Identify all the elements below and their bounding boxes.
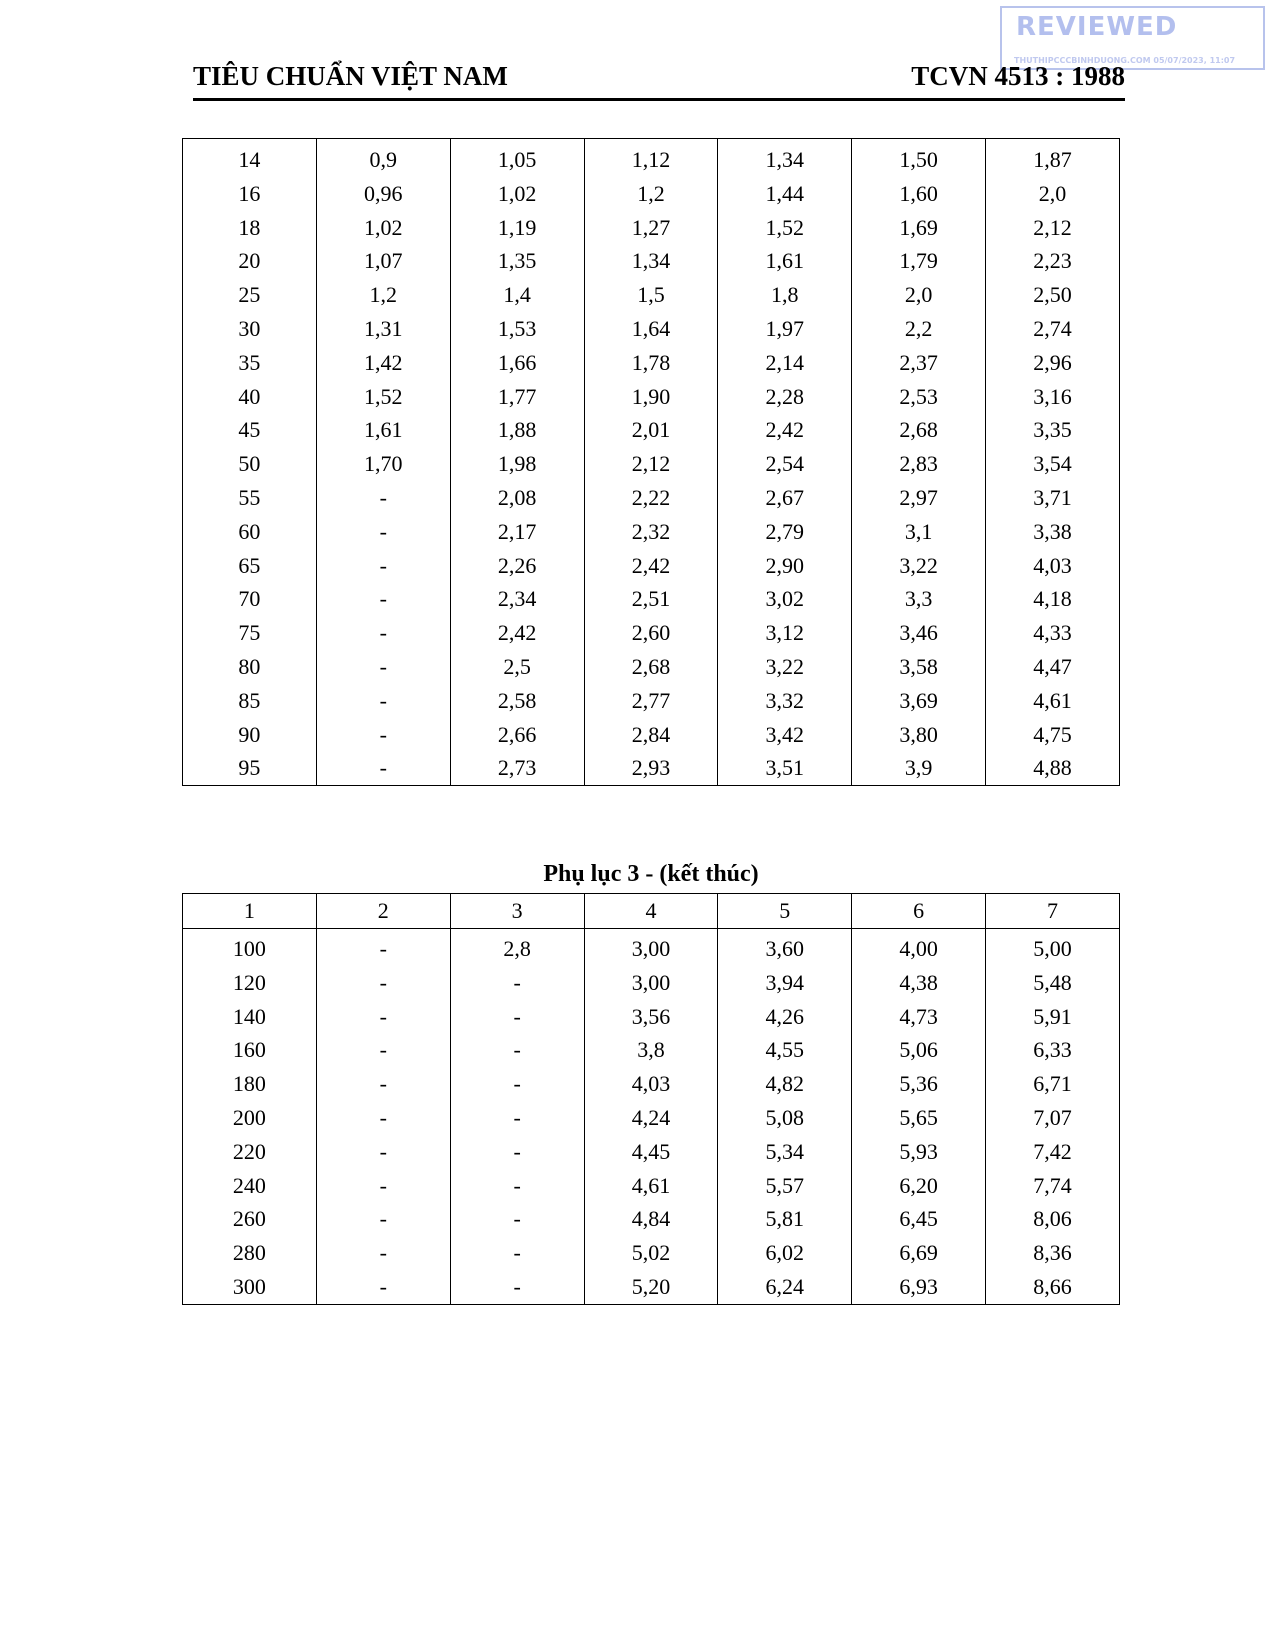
table-cell: 6,71 <box>986 1067 1120 1101</box>
table-cell: 75 <box>183 616 317 650</box>
table-cell: 30 <box>183 312 317 346</box>
table-cell: 1,8 <box>718 278 852 312</box>
table-cell: 1,60 <box>852 177 986 211</box>
table-cell: - <box>316 650 450 684</box>
table-cell: - <box>316 549 450 583</box>
table-cell: 3,3 <box>852 582 986 616</box>
table-cell: 3,56 <box>584 1000 718 1034</box>
table-cell: 3,58 <box>852 650 986 684</box>
table-cell: 1,87 <box>986 139 1120 177</box>
table-cell: 3,12 <box>718 616 852 650</box>
table-cell: - <box>316 1101 450 1135</box>
table-cell: 2,96 <box>986 346 1120 380</box>
table-cell: 6,33 <box>986 1033 1120 1067</box>
table-cell: - <box>316 1236 450 1270</box>
table-cell: - <box>450 1067 584 1101</box>
standard-code: TCVN 4513 : 1988 <box>911 61 1125 91</box>
table-cell: 180 <box>183 1067 317 1101</box>
table-cell: 200 <box>183 1101 317 1135</box>
stamp-title: REVIEWED <box>1016 12 1178 42</box>
table-cell: - <box>316 1033 450 1067</box>
table-cell: 3,1 <box>852 515 986 549</box>
table-cell: 5,06 <box>852 1033 986 1067</box>
table-cell: - <box>316 1135 450 1169</box>
table-cell: 2,54 <box>718 447 852 481</box>
table-cell: 2,26 <box>450 549 584 583</box>
table-cell: 6,20 <box>852 1169 986 1203</box>
table-cell: 2,34 <box>450 582 584 616</box>
table-cell: 4,55 <box>718 1033 852 1067</box>
table-cell: 2,50 <box>986 278 1120 312</box>
table-cell: 1,34 <box>584 244 718 278</box>
table-cell: 3,46 <box>852 616 986 650</box>
page-header <box>193 58 1125 101</box>
table-cell: 1,35 <box>450 244 584 278</box>
table-cell: 1,50 <box>852 139 986 177</box>
table-cell: 7,07 <box>986 1101 1120 1135</box>
table-cell: 1,77 <box>450 380 584 414</box>
table-cell: 1,90 <box>584 380 718 414</box>
table-cell: 4,38 <box>852 966 986 1000</box>
table-cell: 5,34 <box>718 1135 852 1169</box>
table-cell: 2,68 <box>852 413 986 447</box>
table-cell: 1,31 <box>316 312 450 346</box>
table-body <box>183 139 1120 786</box>
table-cell: 2,37 <box>852 346 986 380</box>
table-cell: 2,84 <box>584 718 718 752</box>
table-cell: 2,58 <box>450 684 584 718</box>
table-cell: 2,60 <box>584 616 718 650</box>
table-cell: 4,03 <box>584 1067 718 1101</box>
table-row <box>183 1202 1120 1236</box>
column-header: 3 <box>450 894 584 929</box>
table-header <box>183 894 1120 929</box>
table-cell: 1,97 <box>718 312 852 346</box>
table-cell: 1,66 <box>450 346 584 380</box>
table-cell: 4,26 <box>718 1000 852 1034</box>
table-cell: 5,02 <box>584 1236 718 1270</box>
table-cell: 2,73 <box>450 751 584 785</box>
table-row <box>183 1169 1120 1203</box>
table-row <box>183 549 1120 583</box>
table-row <box>183 1236 1120 1270</box>
table-cell: - <box>450 1169 584 1203</box>
table-cell: - <box>316 1000 450 1034</box>
column-header: 2 <box>316 894 450 929</box>
table-cell: 1,05 <box>450 139 584 177</box>
table-cell: 1,69 <box>852 211 986 245</box>
table-row <box>183 718 1120 752</box>
table-cell: 3,22 <box>718 650 852 684</box>
table-cell: 2,12 <box>584 447 718 481</box>
table-cell: 4,73 <box>852 1000 986 1034</box>
table-row <box>183 684 1120 718</box>
table-cell: 4,33 <box>986 616 1120 650</box>
table-cell: 2,53 <box>852 380 986 414</box>
table-cell: 3,22 <box>852 549 986 583</box>
table-cell: 3,35 <box>986 413 1120 447</box>
table-cell: 85 <box>183 684 317 718</box>
table-cell: 3,54 <box>986 447 1120 481</box>
table-cell: 2,22 <box>584 481 718 515</box>
table-cell: 1,5 <box>584 278 718 312</box>
table-cell: - <box>450 1202 584 1236</box>
table-cell: 4,61 <box>584 1169 718 1203</box>
table-row <box>183 413 1120 447</box>
table-cell: 240 <box>183 1169 317 1203</box>
table-cell: 3,94 <box>718 966 852 1000</box>
table-cell: - <box>450 966 584 1000</box>
table-cell: 2,67 <box>718 481 852 515</box>
table-cell: 3,00 <box>584 966 718 1000</box>
table-cell: 2,12 <box>986 211 1120 245</box>
table-cell: 1,52 <box>316 380 450 414</box>
table-cell: 2,5 <box>450 650 584 684</box>
table-cell: 5,91 <box>986 1000 1120 1034</box>
table-cell: 0,9 <box>316 139 450 177</box>
table-cell: 260 <box>183 1202 317 1236</box>
table-row <box>183 1270 1120 1304</box>
table-cell: 1,78 <box>584 346 718 380</box>
table-cell: 140 <box>183 1000 317 1034</box>
table-cell: - <box>316 582 450 616</box>
table-cell: - <box>316 966 450 1000</box>
table-cell: 1,07 <box>316 244 450 278</box>
table-row <box>183 346 1120 380</box>
table-cell: - <box>316 515 450 549</box>
table-cell: 1,70 <box>316 447 450 481</box>
table-cell: - <box>316 616 450 650</box>
table-cell: 280 <box>183 1236 317 1270</box>
table-cell: 3,32 <box>718 684 852 718</box>
table-cell: 2,66 <box>450 718 584 752</box>
table-cell: 1,53 <box>450 312 584 346</box>
data-table-final <box>182 893 1120 1305</box>
table-cell: 4,88 <box>986 751 1120 785</box>
table-cell: - <box>316 684 450 718</box>
table-cell: 18 <box>183 211 317 245</box>
table-row <box>183 278 1120 312</box>
table-cell: 3,42 <box>718 718 852 752</box>
table-cell: 6,02 <box>718 1236 852 1270</box>
table-row <box>183 481 1120 515</box>
column-header: 1 <box>183 894 317 929</box>
table-cell: 1,4 <box>450 278 584 312</box>
table-row <box>183 966 1120 1000</box>
table-cell: 1,98 <box>450 447 584 481</box>
table-row <box>183 447 1120 481</box>
table-cell: 4,82 <box>718 1067 852 1101</box>
table-cell: 5,57 <box>718 1169 852 1203</box>
table-cell: 2,79 <box>718 515 852 549</box>
table-row <box>183 515 1120 549</box>
table-cell: 1,42 <box>316 346 450 380</box>
table-cell: 5,36 <box>852 1067 986 1101</box>
table-cell: - <box>316 1202 450 1236</box>
table-cell: 3,00 <box>584 929 718 966</box>
table-cell: 2,8 <box>450 929 584 966</box>
table-cell: 1,2 <box>584 177 718 211</box>
table-cell: 2,2 <box>852 312 986 346</box>
table-cell: 3,71 <box>986 481 1120 515</box>
table-cell: 4,61 <box>986 684 1120 718</box>
table-cell: - <box>450 1101 584 1135</box>
table-row <box>183 244 1120 278</box>
table-cell: 2,08 <box>450 481 584 515</box>
table-cell: 45 <box>183 413 317 447</box>
table-cell: 2,0 <box>986 177 1120 211</box>
table-cell: 3,80 <box>852 718 986 752</box>
table-cell: 80 <box>183 650 317 684</box>
table-cell: 6,24 <box>718 1270 852 1304</box>
table-cell: - <box>316 751 450 785</box>
header-row <box>183 894 1120 929</box>
table-cell: 6,45 <box>852 1202 986 1236</box>
table-cell: 1,44 <box>718 177 852 211</box>
table-cell: - <box>450 1236 584 1270</box>
table-cell: 5,81 <box>718 1202 852 1236</box>
table-row <box>183 1067 1120 1101</box>
table-cell: - <box>316 481 450 515</box>
table-cell: - <box>450 1000 584 1034</box>
table-body <box>183 929 1120 1305</box>
table-cell: - <box>450 1033 584 1067</box>
table-cell: - <box>316 1067 450 1101</box>
table-cell: 4,47 <box>986 650 1120 684</box>
table-cell: 3,69 <box>852 684 986 718</box>
table-caption: Phụ lục 3 - (kết thúc) <box>543 861 759 887</box>
table-cell: 100 <box>183 929 317 966</box>
table-cell: 8,06 <box>986 1202 1120 1236</box>
table-cell: 1,34 <box>718 139 852 177</box>
table-cell: - <box>450 1270 584 1304</box>
table-cell: 2,77 <box>584 684 718 718</box>
table-cell: - <box>316 929 450 966</box>
table-row <box>183 751 1120 785</box>
table-cell: 4,00 <box>852 929 986 966</box>
table-cell: 5,93 <box>852 1135 986 1169</box>
table-cell: 25 <box>183 278 317 312</box>
table-cell: 2,14 <box>718 346 852 380</box>
table-cell: 3,02 <box>718 582 852 616</box>
table-cell: 40 <box>183 380 317 414</box>
table-cell: 5,65 <box>852 1101 986 1135</box>
table-cell: 55 <box>183 481 317 515</box>
table-cell: 3,38 <box>986 515 1120 549</box>
column-header: 4 <box>584 894 718 929</box>
table-cell: 90 <box>183 718 317 752</box>
table-cell: 4,75 <box>986 718 1120 752</box>
table-cell: 7,42 <box>986 1135 1120 1169</box>
table-cell: 1,64 <box>584 312 718 346</box>
column-header: 6 <box>852 894 986 929</box>
table-row <box>183 1000 1120 1034</box>
table-row <box>183 312 1120 346</box>
table-row <box>183 211 1120 245</box>
table-cell: 60 <box>183 515 317 549</box>
table-cell: 3,8 <box>584 1033 718 1067</box>
table-cell: 4,24 <box>584 1101 718 1135</box>
table-cell: 16 <box>183 177 317 211</box>
table-cell: 70 <box>183 582 317 616</box>
table-cell: 3,16 <box>986 380 1120 414</box>
stamp-subtitle: THUTHIPCCCBINHDUONG.COM 05/07/2023, 11:07 <box>1014 56 1236 65</box>
table-cell: 2,32 <box>584 515 718 549</box>
table-cell: 2,74 <box>986 312 1120 346</box>
table-cell: 2,93 <box>584 751 718 785</box>
table-row <box>183 650 1120 684</box>
table-cell: 1,27 <box>584 211 718 245</box>
table-row <box>183 1135 1120 1169</box>
table-cell: 5,20 <box>584 1270 718 1304</box>
table-cell: - <box>316 1169 450 1203</box>
table-cell: 2,42 <box>450 616 584 650</box>
table-cell: 220 <box>183 1135 317 1169</box>
table-cell: 1,12 <box>584 139 718 177</box>
table-cell: 1,2 <box>316 278 450 312</box>
table-cell: 35 <box>183 346 317 380</box>
table-cell: 2,83 <box>852 447 986 481</box>
table-cell: 50 <box>183 447 317 481</box>
table-cell: 1,88 <box>450 413 584 447</box>
table-cell: 14 <box>183 139 317 177</box>
table-cell: 3,51 <box>718 751 852 785</box>
table-cell: 8,66 <box>986 1270 1120 1304</box>
table-cell: 1,19 <box>450 211 584 245</box>
table-cell: 2,90 <box>718 549 852 583</box>
table-cell: - <box>450 1135 584 1169</box>
table-cell: 3,60 <box>718 929 852 966</box>
table-cell: 5,08 <box>718 1101 852 1135</box>
data-table-continued <box>182 138 1120 786</box>
table-cell: 300 <box>183 1270 317 1304</box>
table-cell: 1,79 <box>852 244 986 278</box>
table-cell: 2,17 <box>450 515 584 549</box>
table-cell: 8,36 <box>986 1236 1120 1270</box>
table-cell: 5,48 <box>986 966 1120 1000</box>
column-header: 5 <box>718 894 852 929</box>
table-cell: 65 <box>183 549 317 583</box>
table-cell: 1,52 <box>718 211 852 245</box>
table-cell: - <box>316 1270 450 1304</box>
table-cell: 4,03 <box>986 549 1120 583</box>
table-cell: 6,69 <box>852 1236 986 1270</box>
table-cell: 2,51 <box>584 582 718 616</box>
table-row <box>183 139 1120 177</box>
table-cell: 2,68 <box>584 650 718 684</box>
table-cell: 2,42 <box>718 413 852 447</box>
table-cell: 2,23 <box>986 244 1120 278</box>
table-cell: 2,28 <box>718 380 852 414</box>
table-cell: 2,01 <box>584 413 718 447</box>
table-cell: 5,00 <box>986 929 1120 966</box>
table-cell: 7,74 <box>986 1169 1120 1203</box>
table-cell: 2,97 <box>852 481 986 515</box>
table-row <box>183 177 1120 211</box>
table-cell: 6,93 <box>852 1270 986 1304</box>
column-header: 7 <box>986 894 1120 929</box>
table-cell: 2,0 <box>852 278 986 312</box>
table-cell: 1,02 <box>316 211 450 245</box>
table-row <box>183 582 1120 616</box>
table-cell: 95 <box>183 751 317 785</box>
table-cell: 160 <box>183 1033 317 1067</box>
table-row <box>183 1101 1120 1135</box>
table-cell: 1,61 <box>718 244 852 278</box>
table-row <box>183 616 1120 650</box>
table-cell: - <box>316 718 450 752</box>
table-cell: 3,9 <box>852 751 986 785</box>
table-row <box>183 929 1120 966</box>
table-cell: 4,84 <box>584 1202 718 1236</box>
table-cell: 120 <box>183 966 317 1000</box>
table-cell: 4,18 <box>986 582 1120 616</box>
table-cell: 1,61 <box>316 413 450 447</box>
table-row <box>183 1033 1120 1067</box>
standard-title: TIÊU CHUẨN VIỆT NAM <box>193 61 508 91</box>
table-cell: 20 <box>183 244 317 278</box>
table-cell: 4,45 <box>584 1135 718 1169</box>
table-cell: 0,96 <box>316 177 450 211</box>
table-cell: 2,42 <box>584 549 718 583</box>
table-cell: 1,02 <box>450 177 584 211</box>
table-row <box>183 380 1120 414</box>
